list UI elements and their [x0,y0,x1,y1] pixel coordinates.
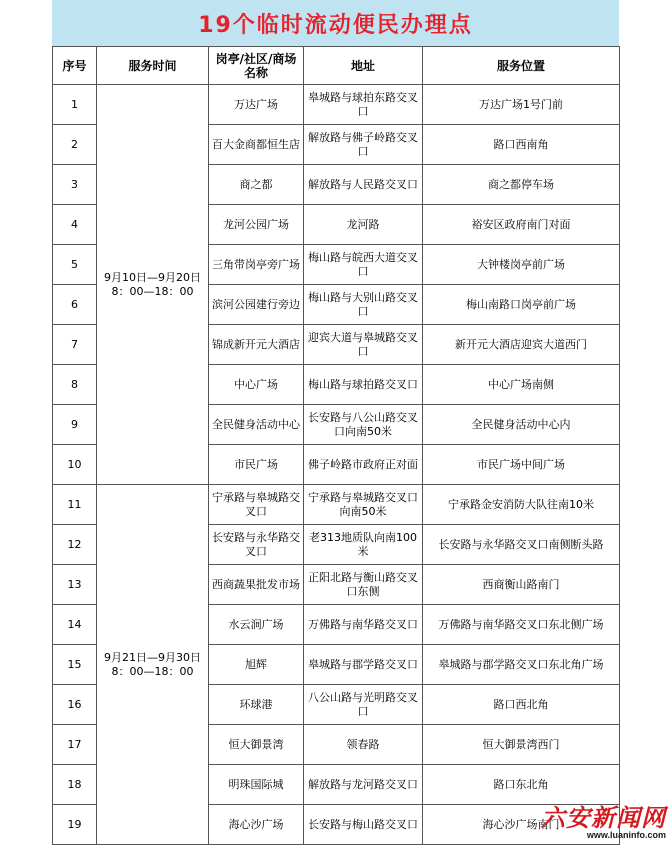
service-date-range: 9月21日—9月30日 [104,650,201,664]
header-name: 岗亭/社区/商场名称 [209,47,304,85]
cell-name: 滨河公园建行旁边 [209,285,304,325]
cell-no: 10 [53,445,97,485]
cell-address: 长安路与八公山路交叉口向南50米 [304,405,423,445]
cell-position: 皋城路与郡学路交叉口东北角广场 [423,645,620,685]
cell-position: 路口东北角 [423,765,620,805]
cell-no: 19 [53,805,97,845]
cell-name: 锦成新开元大酒店 [209,325,304,365]
cell-no: 5 [53,245,97,285]
header-position: 服务位置 [423,47,620,85]
table-row [53,485,620,525]
cell-name: 宁承路与皋城路交叉口 [209,485,304,525]
cell-no: 18 [53,765,97,805]
cell-name: 百大金商都恒生店 [209,125,304,165]
cell-name: 旭辉 [209,645,304,685]
cell-position: 市民广场中间广场 [423,445,620,485]
cell-service-time [97,485,209,845]
service-date-range: 9月10日—9月20日 [104,270,201,284]
cell-position: 路口西南角 [423,125,620,165]
cell-position: 中心广场南侧 [423,365,620,405]
cell-position: 万佛路与南华路交叉口东北侧广场 [423,605,620,645]
cell-no: 14 [53,605,97,645]
cell-no: 16 [53,685,97,725]
cell-name: 全民健身活动中心 [209,405,304,445]
cell-name: 水云涧广场 [209,605,304,645]
cell-address: 宁承路与皋城路交叉口向南50米 [304,485,423,525]
cell-address: 皋城路与郡学路交叉口 [304,645,423,685]
cell-address: 龙河路 [304,205,423,245]
page-container [52,0,619,847]
cell-name: 环球港 [209,685,304,725]
cell-no: 11 [53,485,97,525]
service-hours: 8：00—18：00 [111,664,194,678]
cell-name: 万达广场 [209,85,304,125]
cell-address: 解放路与佛子岭路交叉口 [304,125,423,165]
table-row [53,85,620,125]
header-time: 服务时间 [97,47,209,85]
cell-name: 中心广场 [209,365,304,405]
service-hours: 8：00—18：00 [111,284,194,298]
cell-address: 老313地质队向南100米 [304,525,423,565]
cell-address: 梅山路与球拍路交叉口 [304,365,423,405]
cell-address: 梅山路与大别山路交叉口 [304,285,423,325]
cell-position: 海心沙广场南门 [423,805,620,845]
cell-no: 12 [53,525,97,565]
cell-name: 三角带岗亭旁广场 [209,245,304,285]
page-title: 19个临时流动便民办理点 [198,12,473,38]
cell-no: 13 [53,565,97,605]
cell-position: 路口西北角 [423,685,620,725]
cell-service-time [97,85,209,485]
cell-position: 裕安区政府南门对面 [423,205,620,245]
cell-position: 全民健身活动中心内 [423,405,620,445]
cell-no: 1 [53,85,97,125]
cell-no: 3 [53,165,97,205]
cell-address: 解放路与龙河路交叉口 [304,765,423,805]
cell-name: 恒大御景湾 [209,725,304,765]
service-points-table [52,46,620,845]
cell-address: 梅山路与皖西大道交叉口 [304,245,423,285]
watermark-logo: 六安新闻网 [541,803,666,832]
cell-position: 恒大御景湾西门 [423,725,620,765]
cell-position: 新开元大酒店迎宾大道西门 [423,325,620,365]
cell-no: 8 [53,365,97,405]
cell-position: 商之都停车场 [423,165,620,205]
cell-address: 领春路 [304,725,423,765]
cell-address: 解放路与人民路交叉口 [304,165,423,205]
cell-position: 梅山南路口岗亭前广场 [423,285,620,325]
cell-name: 长安路与永华路交叉口 [209,525,304,565]
cell-address: 皋城路与球拍东路交叉口 [304,85,423,125]
cell-no: 4 [53,205,97,245]
cell-name: 明珠国际城 [209,765,304,805]
table-header-row [53,47,620,85]
cell-no: 6 [53,285,97,325]
cell-address: 正阳北路与衡山路交叉口东侧 [304,565,423,605]
title-bar [52,0,619,46]
cell-no: 2 [53,125,97,165]
cell-address: 佛子岭路市政府正对面 [304,445,423,485]
cell-position: 西商衡山路南门 [423,565,620,605]
cell-name: 西商蔬果批发市场 [209,565,304,605]
cell-no: 17 [53,725,97,765]
cell-position: 长安路与永华路交叉口南侧断头路 [423,525,620,565]
cell-address: 万佛路与南华路交叉口 [304,605,423,645]
cell-name: 海心沙广场 [209,805,304,845]
cell-no: 7 [53,325,97,365]
cell-address: 八公山路与光明路交叉口 [304,685,423,725]
header-no: 序号 [53,47,97,85]
cell-name: 市民广场 [209,445,304,485]
cell-no: 9 [53,405,97,445]
cell-address: 长安路与梅山路交叉口 [304,805,423,845]
header-address: 地址 [304,47,423,85]
watermark-url: www.luaninfo.com [586,830,666,840]
table-body [53,85,620,845]
cell-no: 15 [53,645,97,685]
cell-name: 龙河公园广场 [209,205,304,245]
cell-position: 宁承路金安消防大队往南10米 [423,485,620,525]
cell-name: 商之都 [209,165,304,205]
cell-position: 万达广场1号门前 [423,85,620,125]
cell-position: 大钟楼岗亭前广场 [423,245,620,285]
cell-address: 迎宾大道与皋城路交叉口 [304,325,423,365]
